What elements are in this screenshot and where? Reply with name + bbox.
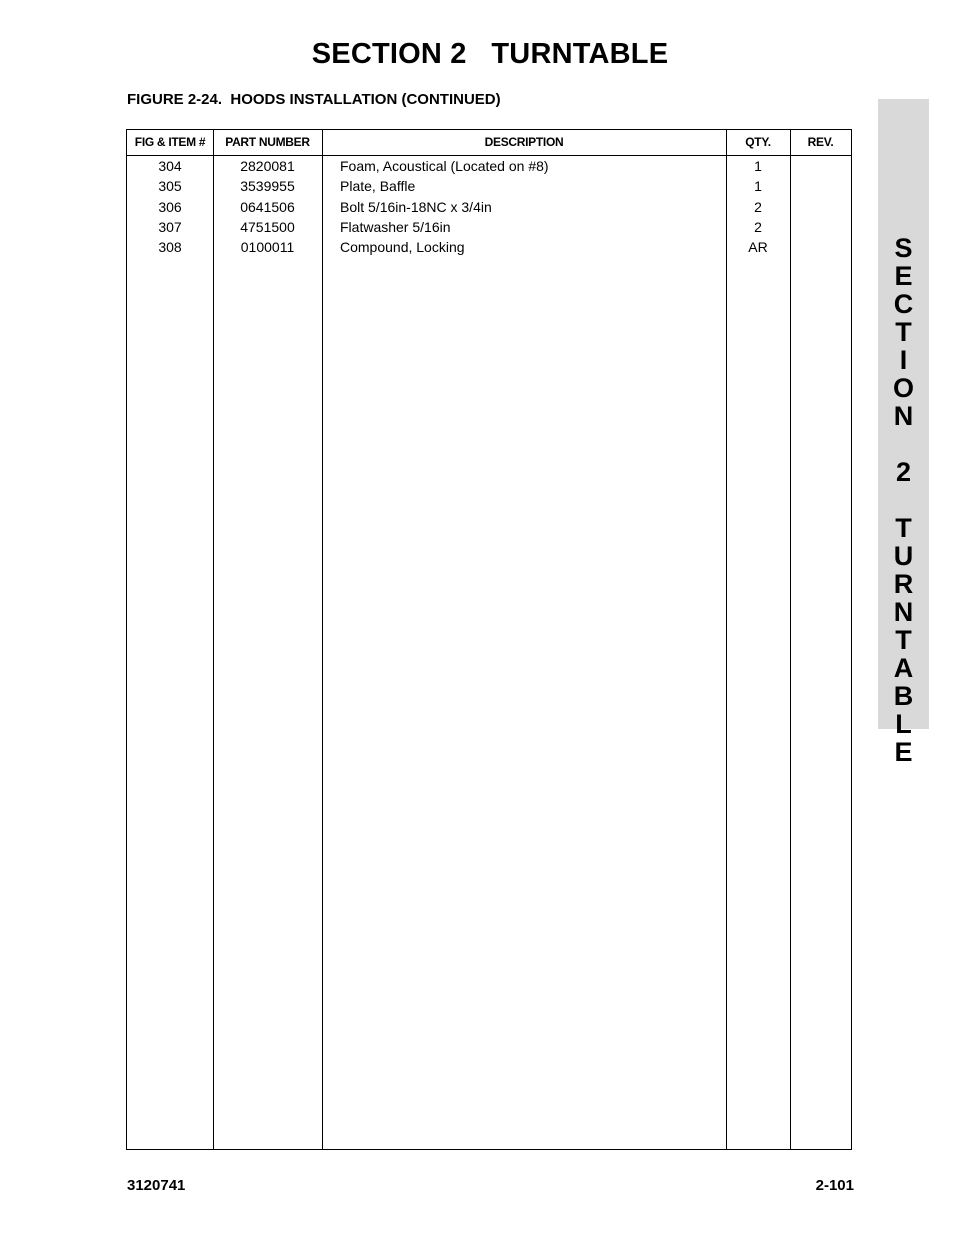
cell-part-number: 2820081 [240, 158, 295, 174]
table-row [127, 217, 851, 237]
cell-description: Compound, Locking [340, 239, 465, 256]
table-row [127, 176, 851, 196]
side-tab-letter: E [894, 737, 913, 767]
cell-item: 305 [158, 178, 182, 195]
column-divider [322, 130, 323, 1149]
table-row [127, 156, 851, 176]
cell-item: 306 [158, 198, 182, 215]
parts-table [126, 129, 852, 1150]
cell-qty: AR [748, 239, 768, 256]
column-divider [213, 130, 214, 1149]
cell-item: 304 [158, 158, 182, 174]
cell-rev [790, 156, 851, 176]
cell-qty: 1 [754, 158, 762, 174]
side-tab-letter: L [895, 709, 912, 739]
side-tab-letter [878, 430, 929, 458]
column-header-rev: REV. [807, 135, 834, 149]
side-tab-letter: S [894, 233, 913, 263]
side-tab-letter: E [894, 261, 913, 291]
document-number: 3120741 [127, 1177, 186, 1194]
side-tab-letter: N [893, 597, 914, 627]
side-tab-letter: C [893, 289, 914, 319]
side-tab-letter: T [895, 625, 912, 655]
cell-part-number: 4751500 [240, 218, 295, 235]
section-title: SECTION 2 TURNTABLE [311, 38, 669, 70]
column-header-item: FIG & ITEM # [134, 135, 206, 149]
cell-item: 308 [158, 239, 182, 256]
cell-item: 307 [158, 218, 182, 235]
cell-part-number: 0641506 [240, 198, 295, 215]
cell-description: Foam, Acoustical (Located on #8) [340, 158, 549, 174]
side-tab-letter: R [893, 569, 914, 599]
column-divider [726, 130, 727, 1149]
figure-title: FIGURE 2-24. HOODS INSTALLATION (CONTINUED) [127, 91, 501, 108]
side-tab-letter: 2 [895, 457, 912, 487]
section-side-tab [878, 99, 929, 767]
side-tab-letters [878, 234, 929, 766]
side-tab-letter: B [893, 681, 914, 711]
cell-rev [790, 237, 851, 257]
cell-rev [790, 176, 851, 196]
side-tab-letter: N [893, 401, 914, 431]
side-tab-letter [878, 486, 929, 514]
page-number: 2-101 [815, 1177, 854, 1194]
cell-part-number: 3539955 [240, 178, 295, 195]
side-tab-letter: T [895, 317, 912, 347]
cell-qty: 2 [754, 198, 762, 215]
cell-qty: 2 [754, 218, 762, 235]
side-tab-letter: O [892, 373, 914, 403]
side-tab-letter: U [893, 541, 914, 571]
side-tab-letter: I [899, 345, 908, 375]
cell-description: Flatwasher 5/16in [340, 218, 451, 235]
column-divider [790, 130, 791, 1149]
table-row [127, 197, 851, 217]
column-header-description: DESCRIPTION [484, 135, 564, 149]
cell-description: Plate, Baffle [340, 178, 416, 195]
cell-description: Bolt 5/16in-18NC x 3/4in [340, 198, 492, 215]
cell-rev [790, 217, 851, 237]
side-tab-letter: T [895, 513, 912, 543]
cell-part-number: 0100011 [240, 239, 295, 256]
table-row [127, 237, 851, 257]
cell-rev [790, 197, 851, 217]
side-tab-letter: A [893, 653, 914, 683]
cell-qty: 1 [754, 178, 762, 195]
column-header-part-number: PART NUMBER [225, 135, 310, 149]
column-header-qty: QTY. [745, 135, 771, 149]
